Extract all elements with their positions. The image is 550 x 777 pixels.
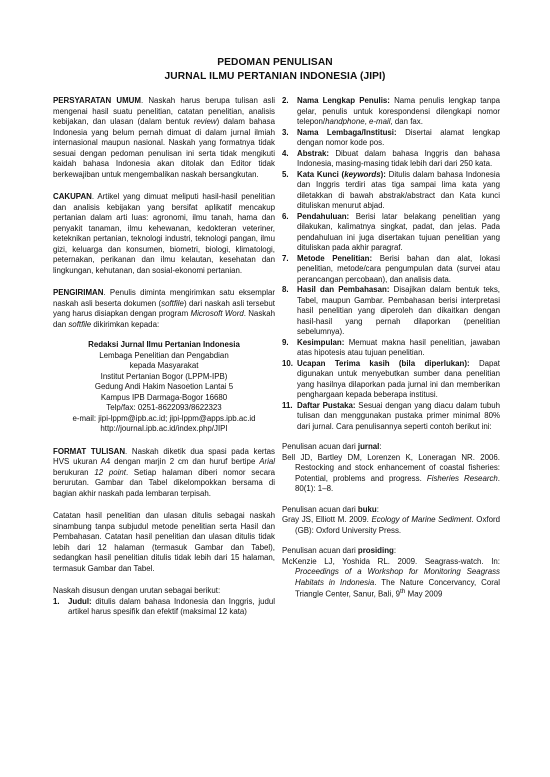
text-italic: Fisheries Research [426,473,498,483]
section-list-left [53,597,275,618]
text-bold: prosiding [357,546,394,555]
text: Gray JS, Elliott M. 2009. [282,515,372,524]
text-italic: 12 point [94,467,126,477]
list-item [282,254,500,286]
left-column [53,96,275,618]
text: : [393,546,397,555]
text: . The Nature Concervancy, Coral Triangle Center, Sanur, Bali, 9 [295,577,500,599]
text-bold: jurnal [357,442,380,451]
format-heading: FORMAT TULISAN [53,446,126,456]
page-title: PEDOMAN PENULISAN [217,57,333,68]
text: , dan fax. [390,117,423,126]
list-item-heading: Nama Lengkap Penulis: [297,96,390,105]
text-italic: review [193,117,217,126]
list-item [282,212,500,254]
text: Ditulis dalam bahasa Indonesia dan Inggris terdiri atas tiga sampai lima kata yang diletakkan di bawah abstrak/abstract dan Kata kunci dituliskan menurut abjad. [297,169,500,210]
list-number: 8. [282,285,289,294]
list-number: 3. [282,127,289,137]
catatan-paragraph: Catatan hasil penelitian dan ulasan ditulis sebagai naskah sinambung tanpa subjudul metode penelitian serta Hasil dan Pembahasan. Catatan hasil penelitian dan ulasan ditulis tidak lebih dari 12 halaman (termasuk Gambar dan Tabel), sedangkan hasil penelitian ditulis tidak lebih dari 15 halaman, termasuk Gambar dan Tabel. [53,511,275,573]
text: : [376,504,379,514]
address-line: kepada Masyarakat [129,361,199,370]
text-italic: softfile [161,298,184,308]
cakupan-heading: CAKUPAN [53,192,92,201]
persyaratan-heading: PERSYARATAN UMUM [53,96,141,105]
text: ): [380,169,386,179]
address-phone: Telp/fax: 0251-8622093/8622323 [106,403,222,412]
address-organization: Redaksi Jurnal Ilmu Pertanian Indonesia [88,340,240,349]
text: ) dari naskah asli tersebut yang harus disiapkan dengan program [53,298,275,318]
urutan-paragraph: Naskah disusun dengan urutan sebagai berikut: [53,586,221,595]
text-superscript: th [399,588,406,595]
text: Penulisan acuan dari [282,442,358,451]
text: Sesuai dengan yang diacu dalam tubuh tulisan dan menggunakan pustaka primer minimal 80% dari jurnal. Cara penulisannya seperti contoh berikut ini: [297,400,500,431]
text: : [379,442,382,451]
list-item-heading: Judul: [68,596,92,606]
text: . 80(1): 1–8. [295,473,500,493]
list-item [282,338,500,359]
text: Berisi latar belakang penelitian yang dilakukan, kalimatnya singkat, padat, dan jelas. Pada pendahuluan ini juga disertakan tujuan penelitian yang dituliskan pada akhir paragraf. [297,211,500,252]
text: . Naskah harus berupa tulisan asli mengenai hasil suatu penelitian, catatan penelitian, analisis kebijakan, dan ulasan (dalam bentuk [53,96,275,126]
mailing-address [53,340,275,435]
text: berukuran [53,467,95,477]
list-item-heading: Abstrak: [297,148,330,158]
list-item [282,96,500,128]
text: . Naskah diketik dua spasi pada kertas HVS ukuran A4 dengan marjin 2 cm dan huruf bertipe [53,446,276,466]
address-url: http://journal.ipb.ac.id/index.php/JIPI [100,424,228,433]
list-item-heading: Pendahuluan: [297,211,350,221]
list-item-heading: Metode Penelitian: [297,253,373,263]
text: . Naskah dan [53,309,275,329]
ref-buku-example [282,515,500,536]
pengiriman-paragraph [53,288,275,330]
list-number: 10. [282,358,293,368]
ref-jurnal-example [282,453,500,495]
list-item [53,597,275,618]
text: Disertai alamat lengkap dengan nomor kode pos. [297,127,500,147]
list-item [282,285,500,338]
ref-prosiding-label [282,546,500,557]
list-number: 7. [282,253,289,263]
ref-jurnal-label [282,442,500,453]
text: dikirimkan kepada: [91,319,160,329]
list-item-heading [297,170,386,179]
text: Disajikan dalam bentuk teks, Tabel, maupun Gambar. Pembahasan berisi interpretasi hasil penelitian yang diperoleh dan dikaitkan dengan hasil-hasil yang pernah dilaporkan (penelitian sebelumnya). [297,285,500,336]
list-number: 9. [282,337,289,347]
list-item-heading: Ucapan Terima kasih (bila diperlukan): [297,358,470,368]
list-item-heading: Hasil dan Pembahasan: [297,285,390,294]
text-italic: Proceedings of a Workshop for Monitoring Seagrass Habitats in Indonesia [295,567,500,587]
text: McKenzie LJ, Yoshida RL. 2009. Seagrass-watch. In: [282,556,500,566]
text-bold: buku [357,504,377,514]
text: Penulisan acuan dari [282,546,358,555]
list-item-heading: Kesimpulan: [297,337,345,347]
right-column [282,96,500,600]
persyaratan-paragraph [53,96,275,180]
text: . Setiap halaman diberi nomor secara berurutan. Gambar dan Tabel dikelompokkan bersama di bagian akhir naskah pada lembaran terpisah. [53,467,275,498]
text-italic: Microsoft Word [190,309,244,318]
list-item [282,149,500,170]
ref-prosiding-example [282,557,500,601]
text: May 2009 [405,589,443,599]
page-subtitle: JURNAL ILMU PERTANIAN INDONESIA (JIPI) [164,71,386,82]
list-number: 2. [282,96,289,105]
list-item-heading: Nama Lembaga/Institusi: [297,127,397,137]
text: ditulis dalam bahasa Indonesia dan Inggris, judul artikel harus spesifik dan efektif (maksimal 12 kata) [68,596,275,616]
text-italic: handphone [325,117,365,126]
text: Dibuat dalam bahasa Inggris dan bahasa Indonesia, masing-masing tidak lebih dari dari 250 kata. [297,148,500,168]
text-italic: Ecology of Marine Sediment [371,515,472,524]
text: . Oxford (GB): Oxford University Press. [295,515,500,535]
list-number: 6. [282,211,289,221]
text: , [364,117,369,126]
address-line: Gedung Andi Hakim Nasoetion Lantai 5 [94,382,234,391]
text: ) dalam bahasa Indonesia yang belum pernah dimuat di dalam jurnal ilmiah internasional maupun nasional. Naskah yang formatnya tidak sesuai dengan pedoman penulisan ini serta tidak mengikuti kaidah bahasa Indonesia akan ditolak dan Editor tidak berkewajiban untuk mengembalikan naskah bersangkutan. [53,117,275,179]
text: . Penulis diminta mengirimkan satu eksemplar naskah asli beserta dokumen ( [53,288,275,308]
list-number: 11. [282,400,293,410]
text: Berisi bahan dan alat, lokasi penelitian, metode/cara pengumpulan data (survei atau perancangan percobaan), dan analisis data. [297,253,500,284]
address-line: Institut Pertanian Bogor (LPPM-IPB) [100,371,228,381]
text: Dapat digunakan untuk menyebutkan sumber dana penelitian yang hasilnya dilaporkan pada jurnal ini dan memberikan penghargaan kepada beberapa institusi. [297,358,500,399]
list-number: 4. [282,148,289,158]
list-item-heading: Daftar Pustaka: [297,400,356,410]
address-line: Lembaga Penelitian dan Pengabdian [99,350,229,360]
text: Nama penulis lengkap tanpa gelar, penulis untuk korespondensi dilengkapi nomor telepon/ [297,96,500,126]
pengiriman-heading: PENGIRIMAN [53,288,104,297]
text-italic: Arial [259,457,275,466]
list-item [282,359,500,401]
text: Penulisan acuan dari [282,504,358,514]
list-number: 5. [282,169,289,179]
list-item [282,170,500,212]
address-line: Kampus IPB Darmaga-Bogor 16680 [100,392,228,402]
list-item [282,128,500,149]
format-paragraph [53,447,275,500]
text: . Artikel yang dimuat meliputi hasil-hasil penelitian dan analisis kebijakan yang bersifat aplikatif mencakup pertanian dalam arti luas: agronomi, ilmu tanah, hama dan penyakit tanaman, ilmu kehewanan, kedokteran veteriner, keteknikan pertanian, teknologi industri, teknologi pangan, ilmu gizi, keluarga dan konsumen, biometri, biologi, klimatologi, peternakan, perikanan dan ilmu kelautan, kesehatan dan lingkungan, kehutanan, dan sosial-ekonomi pertanian. [53,192,275,275]
list-number: 1. [53,596,60,606]
address-email: e-mail: jipi-lppm@ipb.ac.id; jipi-lppm@apps.ipb.ac.id [72,413,256,423]
list-item [282,401,500,433]
text-italic: keywords [344,169,381,179]
ref-buku-label [282,505,500,516]
text: Memuat makna hasil penelitian, jawaban atas hipotesis atau tujuan penelitian. [297,337,500,357]
section-list-right [282,96,500,432]
text-italic: softfile [68,319,92,329]
cakupan-paragraph [53,192,275,276]
text-italic: e-mail [368,117,391,126]
text: Bell JD, Bartley DM, Lorenzen K, Loneragan NR. 2006. Restocking and stock enhancement of coastal fisheries: Potential, problems and progress. [282,452,500,483]
text: Kata Kunci ( [297,169,345,179]
